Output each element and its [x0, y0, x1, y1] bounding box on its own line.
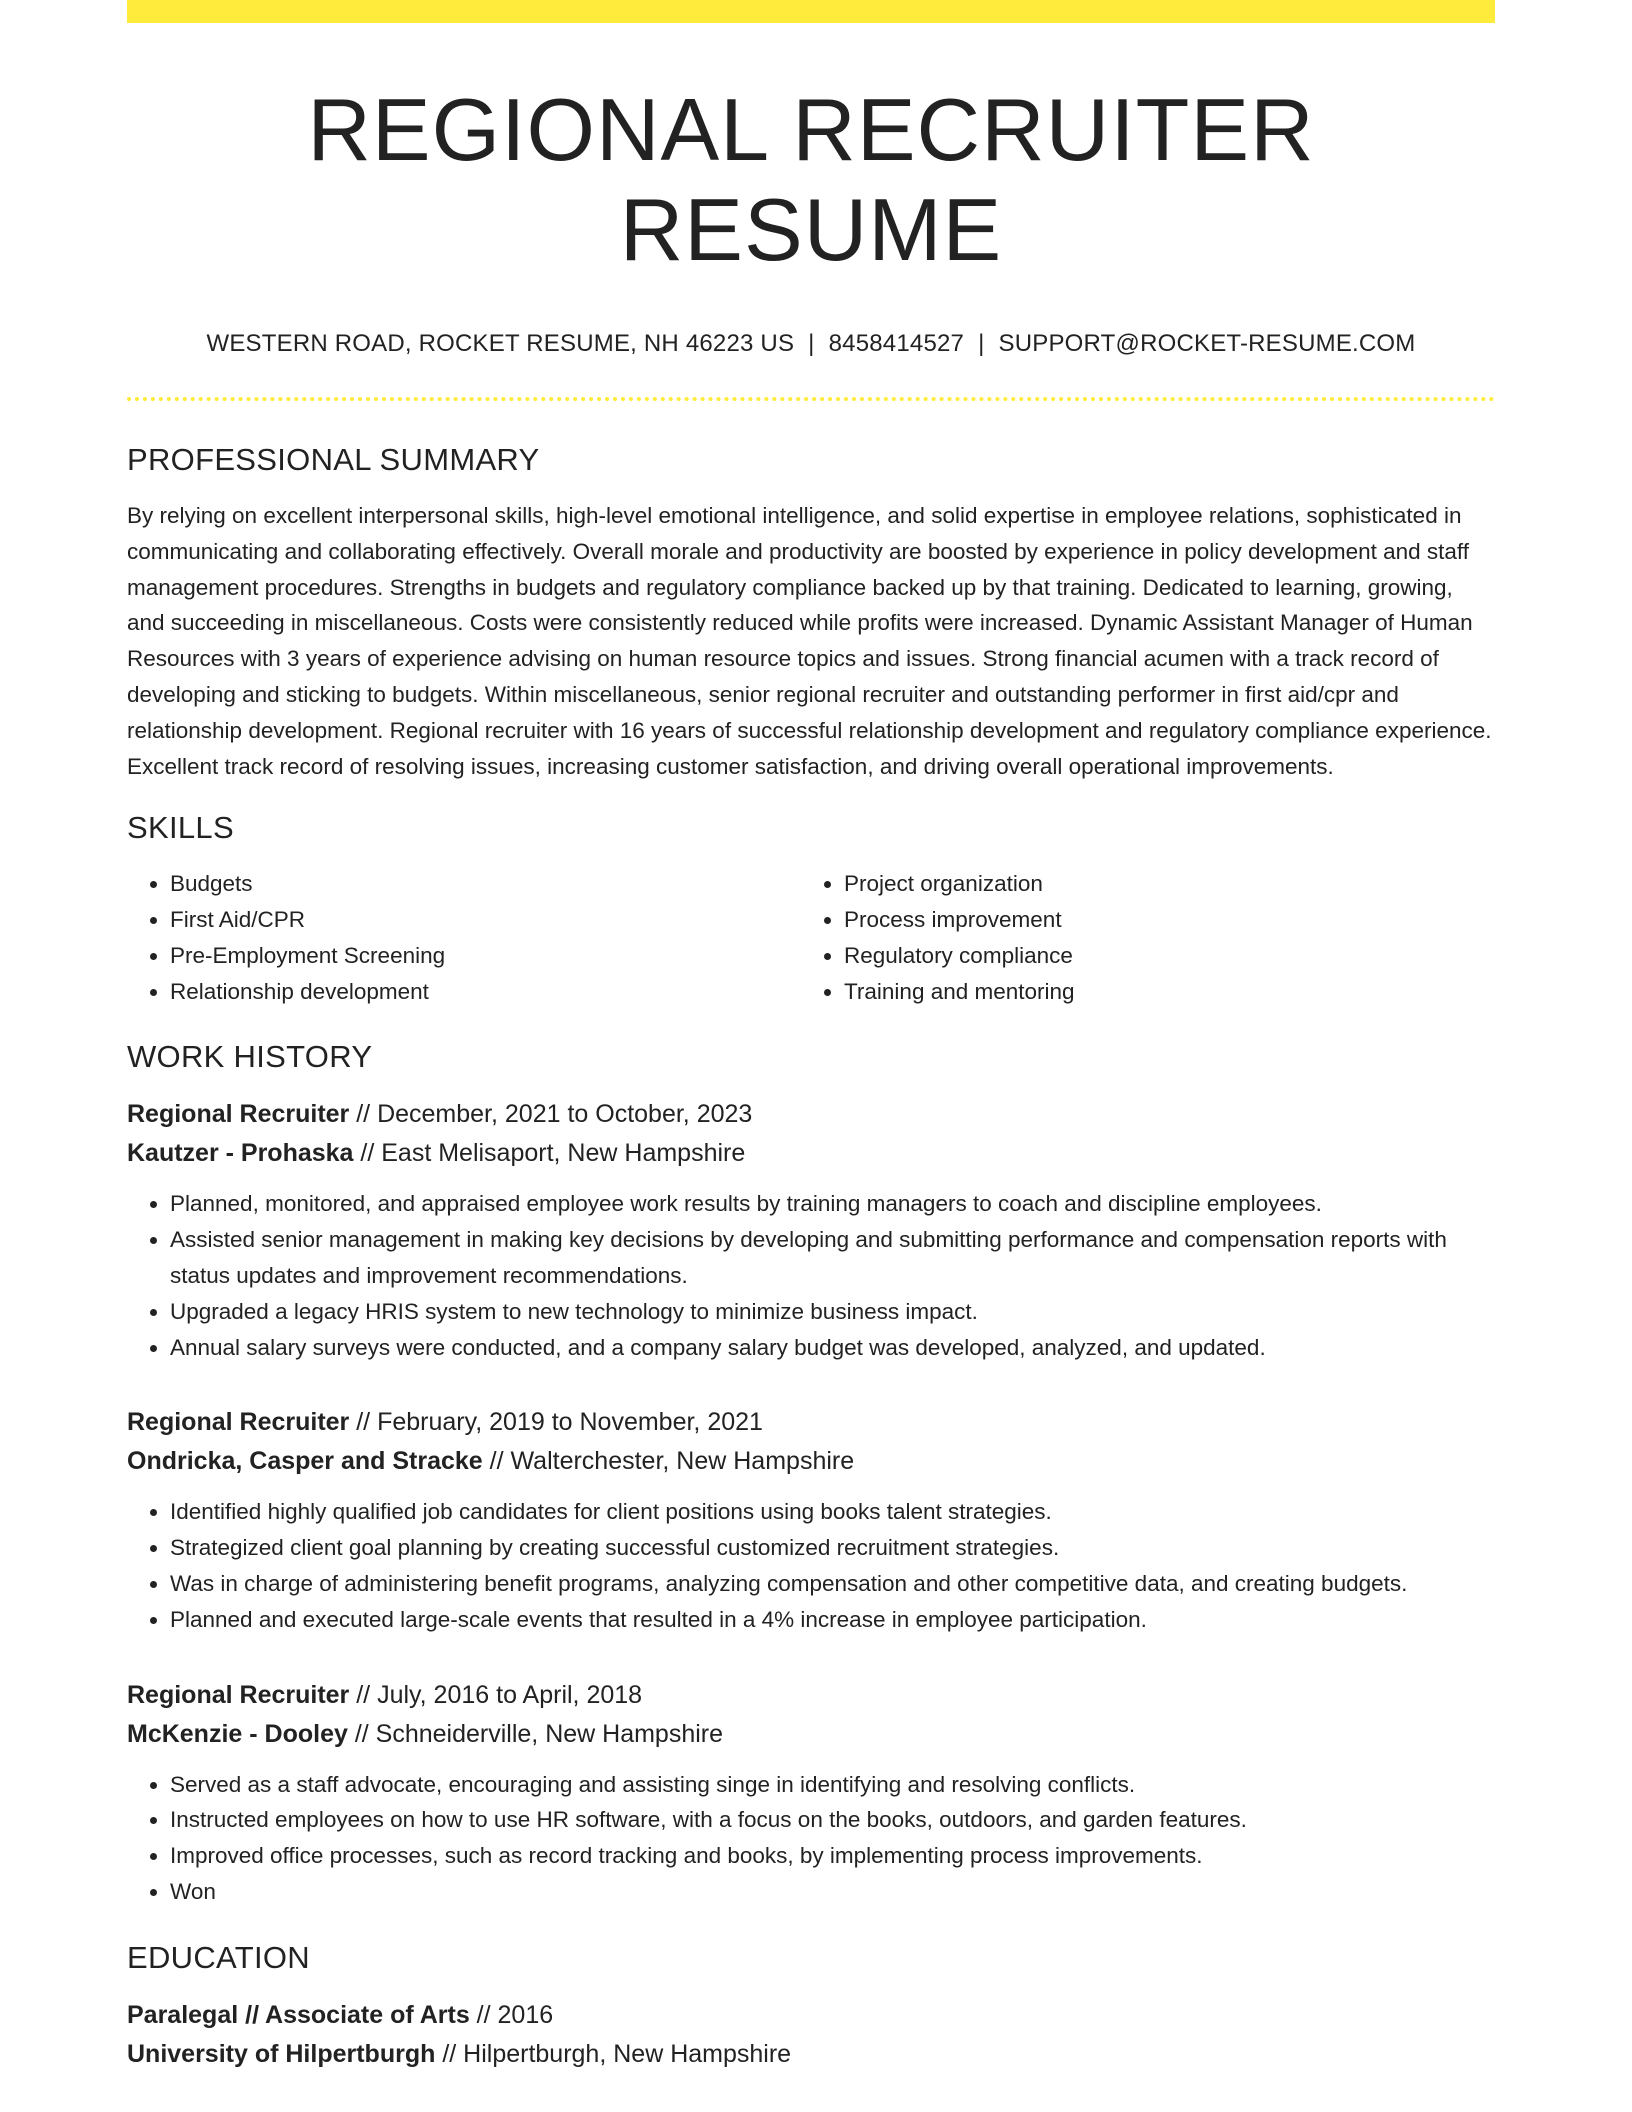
- job-bullets: [127, 1494, 1495, 1637]
- skills-column-left: [127, 866, 801, 1010]
- job-bullet: • Identified highly qualified job candidates for client positions using books talent strategies.: [170, 1494, 1495, 1530]
- contact-address: WESTERN ROAD, ROCKET RESUME, NH 46223 US: [206, 330, 795, 357]
- skill-item: • Budgets: [170, 866, 801, 902]
- job-bullets: [127, 1186, 1495, 1365]
- summary-heading: PROFESSIONAL SUMMARY: [127, 442, 540, 477]
- skill-item: • Relationship development: [170, 974, 801, 1010]
- skill-item: • First Aid/CPR: [170, 902, 801, 938]
- job-location: // East Melisaport, New Hampshire: [353, 1139, 746, 1168]
- job-company: Kautzer - Prohaska: [127, 1139, 354, 1168]
- summary-text: By relying on excellent interpersonal skills, high-level emotional intelligence, and solid expertise in employee relations, sophisticated in communicating and collaborating effectively. Overall morale and productivity are boosted by experience in policy development and staff management procedures. Strengths in budgets and regulatory compliance backed up by that training. Dedicated to learning, growing, and succeeding in miscellaneous. Costs were consistently reduced while profits were increased. Dynamic Assistant Manager of Human Resources with 3 years of experience advising on human resource topics and issues. Strong financial acumen with a track record of developing and sticking to budgets. Within miscellaneous, senior regional recruiter and outstanding performer in first aid/cpr and relationship development. Regional recruiter with 16 years of successful relationship development and regulatory compliance experience. Excellent track record of resolving issues, increasing customer satisfaction, and driving overall operational improvements.: [127, 503, 1492, 779]
- job-bullets: [127, 1767, 1495, 1910]
- job-title-line: [127, 1095, 1495, 1134]
- education-year: // 2016: [469, 2000, 554, 2029]
- education-heading: EDUCATION: [127, 1939, 310, 1975]
- education-location: // Hilpertburgh, New Hampshire: [435, 2039, 792, 2068]
- education-degree-line: [127, 1996, 1495, 2035]
- contact-separator: |: [978, 330, 985, 357]
- job-title-line: [127, 1676, 1495, 1715]
- job-bullet: • Planned and executed large-scale events that resulted in a 4% increase in employee participation.: [170, 1602, 1495, 1638]
- job-entry: [127, 1095, 1495, 1365]
- resume-page: [127, 0, 1495, 2074]
- job-company: Ondricka, Casper and Stracke: [127, 1447, 483, 1476]
- job-bullet: • Improved office processes, such as record tracking and books, by implementing process improvements.: [170, 1838, 1495, 1874]
- education-entry: [127, 1996, 1495, 2074]
- job-company: McKenzie - Dooley: [127, 1719, 348, 1748]
- skill-item: • Regulatory compliance: [844, 938, 1475, 974]
- education-school: University of Hilpertburgh: [127, 2039, 436, 2068]
- job-title-line: [127, 1403, 1495, 1442]
- job-entry: [127, 1403, 1495, 1637]
- contact-phone: 8458414527: [828, 330, 965, 357]
- job-company-line: [127, 1134, 1495, 1173]
- job-bullet: • Served as a staff advocate, encouraging and assisting singe in identifying and resolving conflicts.: [170, 1767, 1495, 1803]
- job-dates: // December, 2021 to October, 2023: [349, 1100, 753, 1129]
- resume-title: REGIONAL RECRUITER RESUME: [307, 80, 1315, 279]
- job-company-line: [127, 1715, 1495, 1754]
- skill-item: • Pre-Employment Screening: [170, 938, 801, 974]
- job-location: // Walterchester, New Hampshire: [482, 1447, 855, 1476]
- skills-heading: SKILLS: [127, 810, 234, 846]
- dotted-divider: [127, 397, 1495, 401]
- skills-list: [127, 866, 1495, 1010]
- job-bullet: • Planned, monitored, and appraised employee work results by training managers to coach and discipline employees.: [170, 1186, 1495, 1222]
- contact-line: [127, 328, 1495, 360]
- job-dates: // July, 2016 to April, 2018: [349, 1680, 643, 1709]
- job-location: // Schneiderville, New Hampshire: [347, 1719, 724, 1748]
- job-company-line: [127, 1442, 1495, 1481]
- job-bullet: • Strategized client goal planning by creating successful customized recruitment strategies.: [170, 1530, 1495, 1566]
- job-bullet: • Assisted senior management in making key decisions by developing and submitting performance and compensation reports with status updates and improvement recommendations.: [170, 1222, 1495, 1294]
- work-history-heading: WORK HISTORY: [127, 1039, 373, 1075]
- job-title: Regional Recruiter: [127, 1100, 350, 1129]
- skill-item: • Project organization: [844, 866, 1475, 902]
- job-title: Regional Recruiter: [127, 1408, 350, 1437]
- job-dates: // February, 2019 to November, 2021: [349, 1408, 763, 1437]
- skill-item: • Process improvement: [844, 902, 1475, 938]
- accent-top-bar: [127, 0, 1495, 23]
- skills-column-right: [801, 866, 1475, 1010]
- job-bullet: • Upgraded a legacy HRIS system to new technology to minimize business impact.: [170, 1294, 1495, 1330]
- job-entry: [127, 1676, 1495, 1910]
- job-bullet: • Was in charge of administering benefit programs, analyzing compensation and other competitive data, and creating budgets.: [170, 1566, 1495, 1602]
- contact-email: SUPPORT@ROCKET-RESUME.COM: [998, 330, 1416, 357]
- job-title: Regional Recruiter: [127, 1680, 350, 1709]
- contact-separator: |: [808, 330, 815, 357]
- job-bullet: • Instructed employees on how to use HR software, with a focus on the books, outdoors, and garden features.: [170, 1802, 1495, 1838]
- skill-item: • Training and mentoring: [844, 974, 1475, 1010]
- education-degree: Paralegal // Associate of Arts: [127, 2000, 470, 2029]
- job-bullet: • Won: [170, 1874, 1495, 1910]
- job-bullet: • Annual salary surveys were conducted, and a company salary budget was developed, analyzed, and updated.: [170, 1330, 1495, 1366]
- education-school-line: [127, 2035, 1495, 2074]
